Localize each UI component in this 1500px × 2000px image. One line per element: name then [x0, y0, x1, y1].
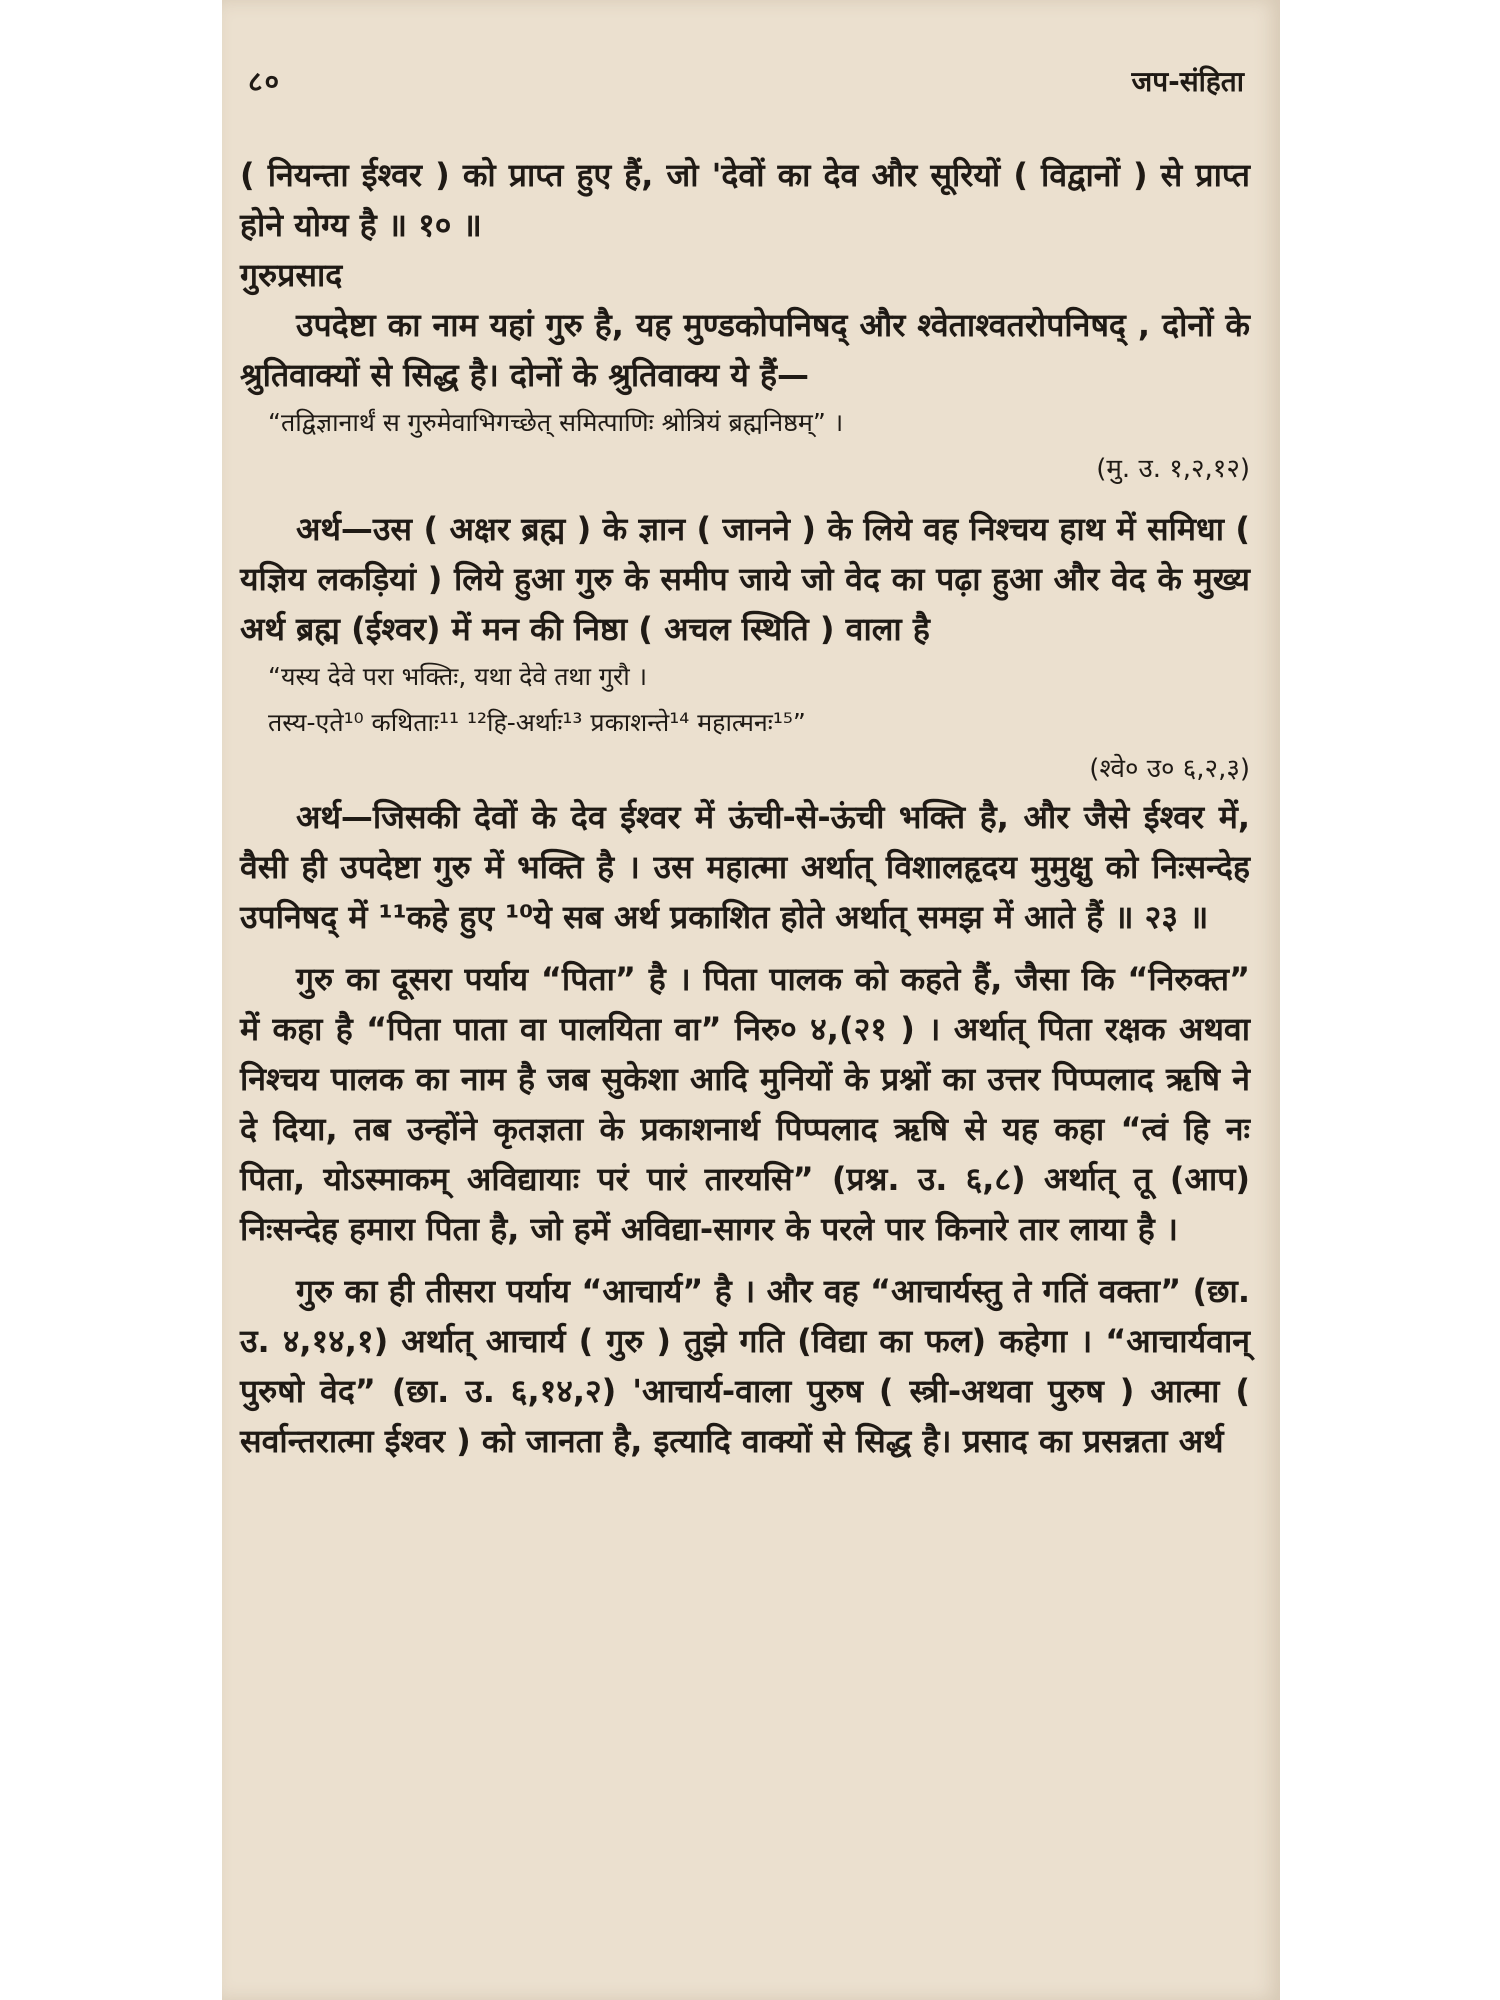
left-margin	[0, 0, 222, 2000]
paragraph-5: गुरु का दूसरा पर्याय “पिता” है । पिता पालक को कहते हैं, जैसा कि “निरुक्त” में कहा है “पिता पाता वा पालयिता वा” निरु० ४,(२१ ) । अर्थात् पिता रक्षक अथवा निश्चय पालक का नाम है जब सुकेशा आदि मुनियों के प्रश्नों का उत्तर पिप्पलाद ऋषि ने दे दिया, तब उन्होंने कृतज्ञता के प्रकाशनार्थ पिप्पलाद ऋषि से यह कहा “त्वं हि नः पिता, योऽस्माकम् अविद्यायाः परं पारं तारयसि” (प्रश्न. उ. ६,८) अर्थात् तू (आप) निःसन्देह हमारा पिता है, जो हमें अविद्या-सागर के परले पार किनारे तार लाया है ।	[240, 960, 1250, 1248]
quote-shvetashvatara-line1: “यस्य देवे परा भक्तिः, यथा देवे तथा गुरौ ।	[268, 662, 648, 691]
book-page	[222, 0, 1280, 2000]
paragraph-2: उपदेष्टा का नाम यहां गुरु है, यह मुण्डकोपनिषद् और श्वेताश्वतरोपनिषद् , दोनों के श्रुतिवाक्यों से सिद्ध है। दोनों के श्रुतिवाक्य ये हैं—	[240, 306, 1250, 394]
quote-mundaka: “तद्विज्ञानार्थं स गुरुमेवाभिगच्छेत् समित्पाणिः श्रोत्रियं ब्रह्मनिष्ठम्” ।	[268, 408, 844, 437]
paragraph-1: ( नियन्ता ईश्वर ) को प्राप्त हुए हैं, जो 'देवों का देव और सूरियों ( विद्वानों ) से प्राप्त होने योग्य है ॥ १० ॥	[240, 156, 1250, 244]
page-content	[240, 150, 1250, 1466]
quote-shvetashvatara-line2: तस्य-एते¹⁰ कथिताः¹¹ ¹²हि-अर्थाः¹³ प्रकाशन्ते¹⁴ महात्मनः¹⁵”	[268, 708, 806, 737]
paragraph-3: अर्थ—उस ( अक्षर ब्रह्म ) के ज्ञान ( जानने ) के लिये वह निश्चय हाथ में समिधा ( यज्ञिय लकड़ियां ) लिये हुआ गुरु के समीप जाये जो वेद का पढ़ा हुआ और वेद के मुख्य अर्थ ब्रह्म (ईश्वर) में मन की निष्ठा ( अचल स्थिति ) वाला है	[240, 510, 1250, 648]
page-header	[248, 62, 1244, 112]
paragraph-6: गुरु का ही तीसरा पर्याय “आचार्य” है । और वह “आचार्यस्तु ते गतिं वक्ता” (छा. उ. ४,१४,१) अर्थात् आचार्य ( गुरु ) तुझे गति (विद्या का फल) कहेगा । “आचार्यवान् पुरुषो वेद” (छा. उ. ६,१४,२) 'आचार्य-वाला पुरुष ( स्त्री-अथवा पुरुष ) आत्मा ( सर्वान्तरात्मा ईश्वर ) को जानता है, इत्यादि वाक्यों से सिद्ध है। प्रसाद का प्रसन्नता अर्थ	[240, 1272, 1250, 1460]
section-heading: गुरुप्रसाद	[240, 256, 343, 294]
quote-shvetashvatara-ref: (श्वे० उ० ६,२,३)	[1089, 754, 1250, 784]
quote-mundaka-ref: (मु. उ. १,२,१२)	[1096, 454, 1250, 484]
right-margin	[1280, 0, 1500, 2000]
running-title: जप-संहिता	[1131, 65, 1244, 98]
page-number: ८०	[248, 65, 282, 98]
paragraph-4: अर्थ—जिसकी देवों के देव ईश्वर में ऊंची-से-ऊंची भक्ति है, और जैसे ईश्वर में, वैसी ही उपदेष्टा गुरु में भक्ति है । उस महात्मा अर्थात् विशालहृदय मुमुक्षु को निःसन्देह उपनिषद् में ¹¹कहे हुए ¹⁰ये सब अर्थ प्रकाशित होते अर्थात् समझ में आते हैं ॥ २३ ॥	[240, 798, 1250, 936]
